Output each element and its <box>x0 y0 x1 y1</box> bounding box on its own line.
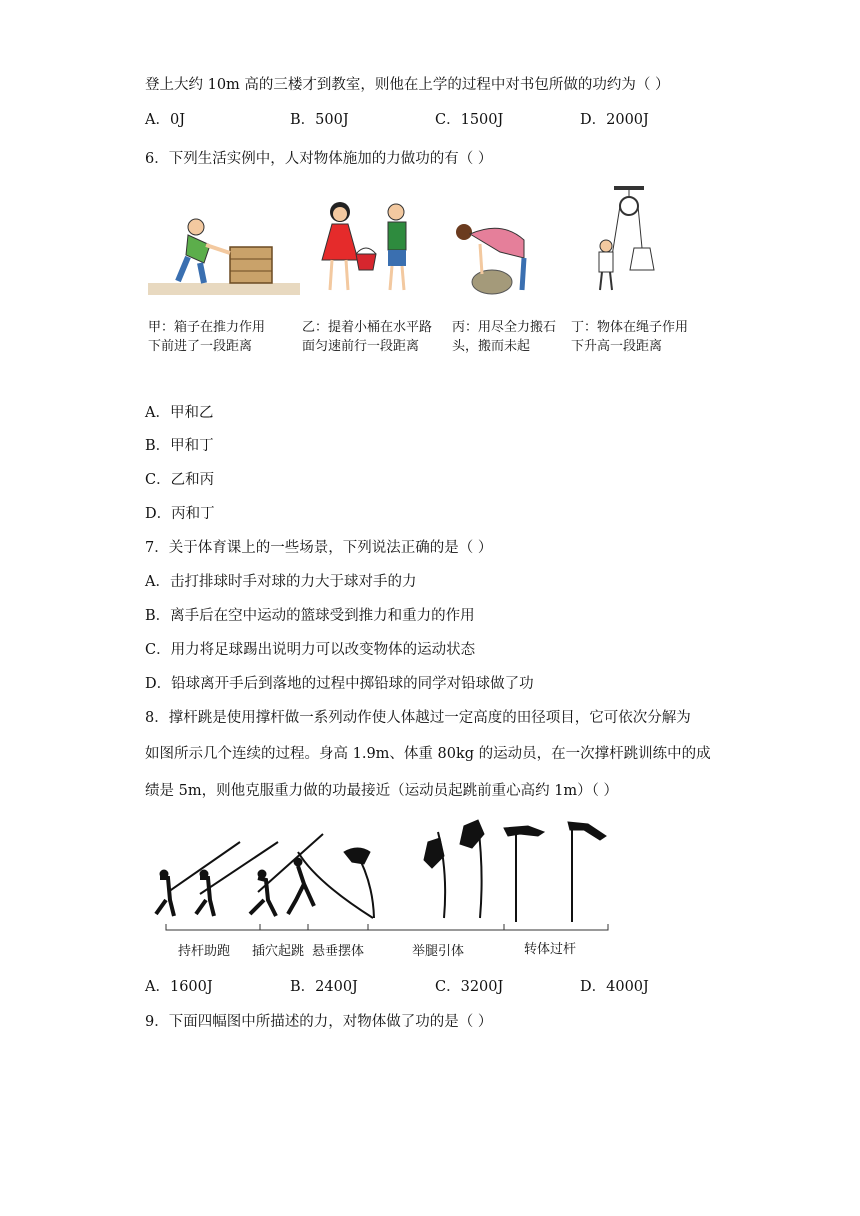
q6-stem: 6．下列生活实例中，人对物体施加的力做功的有（ ） <box>145 151 493 167</box>
q8-stem-line-3: 绩是 5m，则他克服重力做的功最接近（运动员起跳前重心高约 1m）（ ） <box>145 783 619 799</box>
q6-figure-bing <box>452 218 537 296</box>
q6-caption-jia: 甲：箱子在推力作用 下前进了一段距离 <box>148 320 266 354</box>
q6-option-c[interactable]: C．乙和丙 <box>145 472 215 488</box>
q7-option-a[interactable]: A．击打排球时手对球的力大于球对手的力 <box>145 574 417 590</box>
q8-options <box>145 975 725 996</box>
q6-figure-yi <box>318 198 418 298</box>
q6-caption-ding: 丁：物体在绳子作用 下升高一段距离 <box>571 320 689 354</box>
q6-caption-yi: 乙：提着小桶在水平路 面匀速前行一段距离 <box>302 320 433 354</box>
q8-stem-line-1: 8．撑杆跳是使用撑杆做一系列动作使人体越过一定高度的田径项目，它可依次分解为 <box>145 710 691 726</box>
q8-option-b[interactable]: B．2400J <box>290 979 358 995</box>
q8-option-c[interactable]: C．3200J <box>435 979 504 995</box>
q5-options <box>145 108 725 129</box>
q6-figure-jia <box>148 205 300 300</box>
q5-option-b[interactable]: B．500J <box>290 112 349 128</box>
q8-stage-label-5: 转体过杆 <box>524 942 577 957</box>
q5-option-c[interactable]: C．1500J <box>435 112 504 128</box>
q6-figure-ding <box>590 186 670 296</box>
q7-option-d[interactable]: D．铅球离开手后到落地的过程中掷铅球的同学对铅球做了功 <box>145 676 534 692</box>
q6-caption-bing: 丙：用尽全力搬石 头，搬而未起 <box>452 320 557 354</box>
q5-option-d[interactable]: D．2000J <box>580 112 649 128</box>
q8-stage-label-3: 悬垂摆体 <box>312 944 365 959</box>
q7-option-b[interactable]: B．离手后在空中运动的篮球受到推力和重力的作用 <box>145 608 475 624</box>
q6-option-b[interactable]: B．甲和丁 <box>145 438 214 454</box>
q7-option-c[interactable]: C．用力将足球踢出说明力可以改变物体的运动状态 <box>145 642 476 658</box>
q8-option-d[interactable]: D．4000J <box>580 979 649 995</box>
q5-stem-tail: 登上大约 10m 高的三楼才到教室，则他在上学的过程中对书包所做的功约为（ ） <box>145 77 670 93</box>
q7-stem: 7．关于体育课上的一些场景，下列说法正确的是（ ） <box>145 540 493 556</box>
q6-option-d[interactable]: D．丙和丁 <box>145 506 215 522</box>
q5-option-a[interactable]: A．0J <box>145 112 186 128</box>
q8-stem-line-2: 如图所示几个连续的过程。身高 1.9m、体重 80kg 的运动员，在一次撑杆跳训练中的成 <box>145 746 711 762</box>
q8-stage-label-1: 持杆助跑 <box>178 944 231 959</box>
q8-stage-label-4: 举腿引体 <box>412 944 465 959</box>
q6-option-a[interactable]: A．甲和乙 <box>145 405 214 421</box>
q9-stem: 9．下面四幅图中所描述的力，对物体做了功的是（ ） <box>145 1014 493 1030</box>
q8-option-a[interactable]: A．1600J <box>145 979 213 995</box>
q8-stage-label-2: 插穴起跳 <box>252 944 305 959</box>
